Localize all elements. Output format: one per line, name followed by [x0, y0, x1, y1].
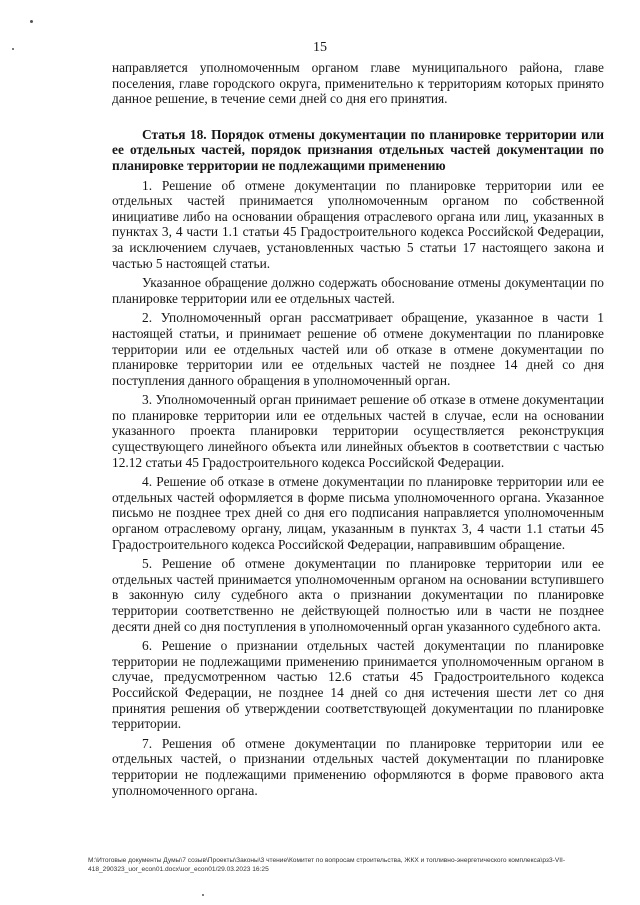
paragraph-5: 5. Решение об отмене документации по планировке территории или ее отдельных частей принимается уполномоченным органом на основании вступившего в законную силу судебного акта о признании документации по планировке территории соответственно не действующей полностью или в части не позднее десяти дней со дня поступления в уполномоченный орган указанного судебного акта. [112, 556, 604, 634]
paragraph-3: 3. Уполномоченный орган принимает решение об отказе в отмене документации по планировке территории или ее отдельных частей в случае, если на основании указанного проекта планировки территории осуществляется реконструкция существующего линейного объекта или линейных объектов в соответствии с частью 12.12 статьи 45 Градостроительного кодекса Российской Федерации. [112, 392, 604, 470]
article-title: Статья 18. Порядок отмены документации по планировке территории или ее отдельных частей, порядок признания отдельных частей документации по планировке территории не подлежащими применению [112, 126, 604, 173]
paragraph-6: 6. Решение о признании отдельных частей документации по планировке территории не подлежащими применению принимается уполномоченным органом в случае, предусмотренном частью 12.6 статьи 45 Градостроительного кодекса Российской Федерации, не позднее 14 дней со дня истечения шести лет со дня принятия решения об утверждении соответствующей документации по планировке территории. [112, 638, 604, 732]
paragraph-7: 7. Решения об отмене документации по планировке территории или ее отдельных частей, о признании отдельных частей документации по планировке территории не подлежащими применению оформляются в форме правового акта уполномоченного органа. [112, 735, 604, 798]
page-number: 15 [313, 40, 327, 55]
paragraph-4: 4. Решение об отказе в отмене документации по планировке территории или ее отдельных частей оформляется в форме письма уполномоченного органа. Указанное письмо не позднее трех дней со дня его подписания направляется уполномоченным органом отраслевому органу, лицам, указанным в пунктах 3, 4 части 1.1 статьи 45 Градостроительного кодекса Российской Федерации, направившим обращение. [112, 474, 604, 552]
scan-speck [30, 20, 33, 23]
paragraph-1: 1. Решение об отмене документации по планировке территории или ее отдельных частей принимается уполномоченным органом по собственной инициативе либо на основании обращения отраслевого органа или лиц, указанных в пунктах 3, 4 части 1.1 статьи 45 Градостроительного кодекса Российской Федерации, за исключением случаев, установленных частью 5 статьи 17 настоящего закона и частью 5 настоящей статьи. [112, 177, 604, 271]
scan-speck [202, 894, 204, 896]
paragraph-1-note: Указанное обращение должно содержать обоснование отмены документации по планировке территории или ее отдельных частей. [112, 275, 604, 306]
document-body [112, 60, 604, 802]
intro-continuation: направляется уполномоченным органом главе муниципального района, главе поселения, главе городского округа, применительно к территориям которых принято данное решение, в течение семи дней со дня его принятия. [112, 60, 604, 107]
paragraph-2: 2. Уполномоченный орган рассматривает обращение, указанное в части 1 настоящей статьи, и принимает решение об отмене документации по планировке территории или ее отдельных частей или об отказе в отмене документации по планировке территории или ее отдельных частей не позднее 14 дней со дня поступления данного обращения в уполномоченный орган. [112, 310, 604, 388]
file-path-footer: M:\Итоговые документы Думы\7 созыв\Проекты\Законы\3 чтение\Комитет по вопросам строительства, ЖКХ и топливно-энергетического комплекса\рз3-VII-418_290323_uor_econ01.docx\uor_econ01/29.03.2023 16:25 [88, 857, 566, 873]
